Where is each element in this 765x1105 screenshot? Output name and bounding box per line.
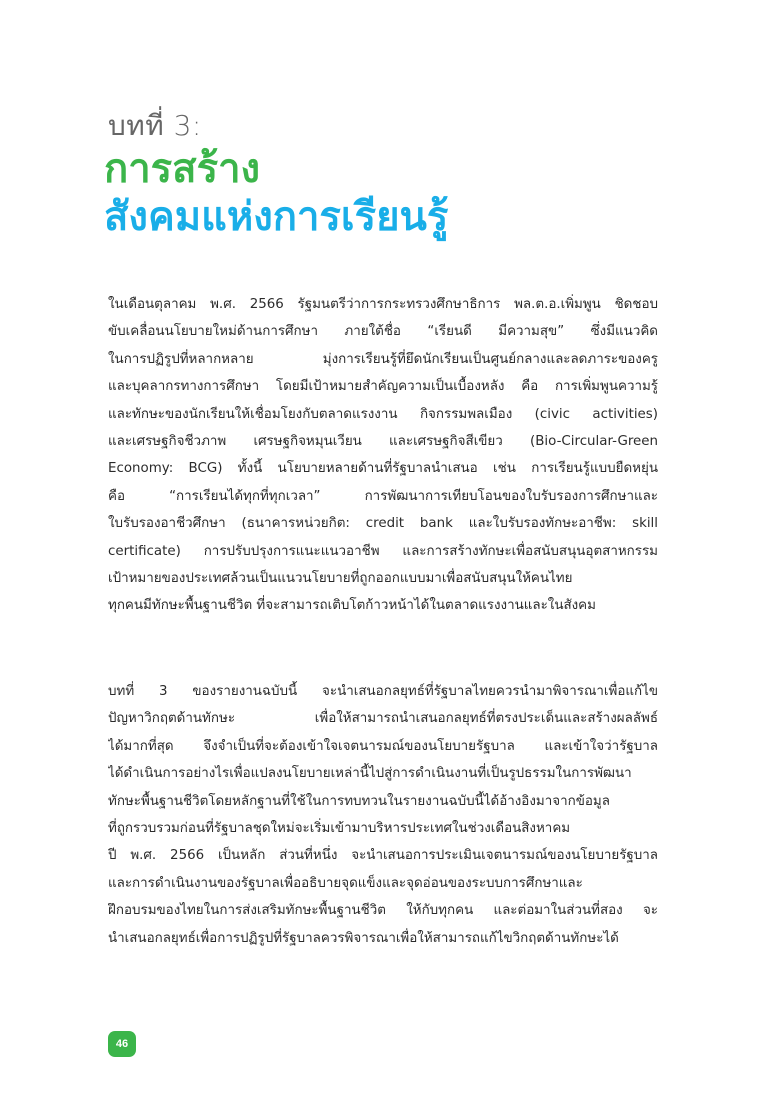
text-line: และการดำเนินงานของรัฐบาลเพื่ออธิบายจุดแข็งและจุดอ่อนของระบบการศึกษาและ [108, 875, 583, 891]
chapter-title-line-2: สังคมแห่งการเรียนรู้ [104, 194, 449, 240]
text-line: Economy: BCG) ทั้งนี้ นโยบายหลายด้านที่รัฐบาลนำเสนอ เช่น การเรียนรู้แบบยืดหยุ่น [108, 461, 658, 477]
text-line: ฝึกอบรมของไทยในการส่งเสริมทักษะพื้นฐานชีวิต ให้กับทุกคน และต่อมาในส่วนที่สอง จะ [108, 903, 658, 919]
text-line: นำเสนอกลยุทธ์เพื่อการปฏิรูปที่รัฐบาลควรพิจารณาเพื่อให้สามารถแก้ไขวิกฤตด้านทักษะได้ [108, 930, 619, 946]
text-line: certificate) การปรับปรุงการแนะแนวอาชีพ และการสร้างทักษะเพื่อสนับสนุนอุตสาหกรรม [108, 543, 658, 559]
text-line: ได้มากที่สุด จึงจำเป็นที่จะต้องเข้าใจเจตนารมณ์ของนโยบายรัฐบาล และเข้าใจว่ารัฐบาล [108, 738, 658, 754]
text-line: ในเดือนตุลาคม พ.ศ. 2566 รัฐมนตรีว่าการกระทรวงศึกษาธิการ พล.ต.อ.เพิ่มพูน ชิดชอบ [108, 297, 658, 312]
body-paragraph-2 [108, 678, 658, 952]
text-line: ในการปฏิรูปที่หลากหลาย มุ่งการเรียนรู้ที่ยึดนักเรียนเป็นศูนย์กลางและลดภาระของครู [108, 351, 658, 367]
text-line: คือ “การเรียนได้ทุกที่ทุกเวลา” การพัฒนาการเทียบโอนของใบรับรองการศึกษาและ [108, 488, 658, 504]
chapter-title-line-1: การสร้าง [104, 146, 261, 192]
text-line: ที่ถูกรวบรวมก่อนที่รัฐบาลชุดใหม่จะเริ่มเข้ามาบริหารประเทศในช่วงเดือนสิงหาคม [108, 821, 571, 837]
text-line: ใบรับรองอาชีวศึกษา (ธนาคารหน่วยกิต: credit bank และใบรับรองทักษะอาชีพ: skill [108, 516, 658, 532]
text-line: และบุคลากรทางการศึกษา โดยมีเป้าหมายสำคัญความเป็นเบื้องหลัง คือ การเพิ่มพูนความรู้ [108, 379, 658, 395]
body-paragraph-1 [108, 291, 658, 620]
text-line: ปัญหาวิกฤตด้านทักษะ เพื่อให้สามารถนำเสนอกลยุทธ์ที่ตรงประเด็นและสร้างผลลัพธ์ [108, 711, 658, 727]
text-line: ปี พ.ศ. 2566 เป็นหลัก ส่วนที่หนึ่ง จะนำเสนอการประเมินเจตนารมณ์ของนโยบายรัฐบาล [108, 848, 658, 864]
text-line: และทักษะของนักเรียนให้เชื่อมโยงกับตลาดแรงงาน กิจกรรมพลเมือง (civic activities) [108, 406, 658, 422]
text-line: บทที่ 3 ของรายงานฉบับนี้ จะนำเสนอกลยุทธ์ที่รัฐบาลไทยควรนำมาพิจารณาเพื่อแก้ไข [108, 684, 658, 699]
text-line: ขับเคลื่อนนโยบายใหม่ด้านการศึกษา ภายใต้ชื่อ “เรียนดี มีความสุข” ซึ่งมีแนวคิด [108, 324, 658, 340]
text-line: ทักษะพื้นฐานชีวิตโดยหลักฐานที่ใช้ในการทบทวนในรายงานฉบับนี้ได้อ้างอิงมาจากข้อมูล [108, 793, 610, 809]
text-line: ได้ดำเนินการอย่างไรเพื่อแปลงนโยบายเหล่านี้ไปสู่การดำเนินงานที่เป็นรูปธรรมในการพัฒนา [108, 766, 632, 782]
text-line: ทุกคนมีทักษะพื้นฐานชีวิต ที่จะสามารถเติบโตก้าวหน้าได้ในตลาดแรงงานและในสังคม [108, 598, 596, 614]
text-line: และเศรษฐกิจชีวภาพ เศรษฐกิจหมุนเวียน และเศรษฐกิจสีเขียว (Bio-Circular-Green [108, 434, 658, 450]
page-number-badge: 46 [108, 1031, 136, 1057]
chapter-label: บทที่ 3: [108, 109, 202, 142]
text-line: เป้าหมายของประเทศล้วนเป็นแนวนโยบายที่ถูกออกแบบมาเพื่อสนับสนุนให้คนไทย [108, 571, 573, 587]
